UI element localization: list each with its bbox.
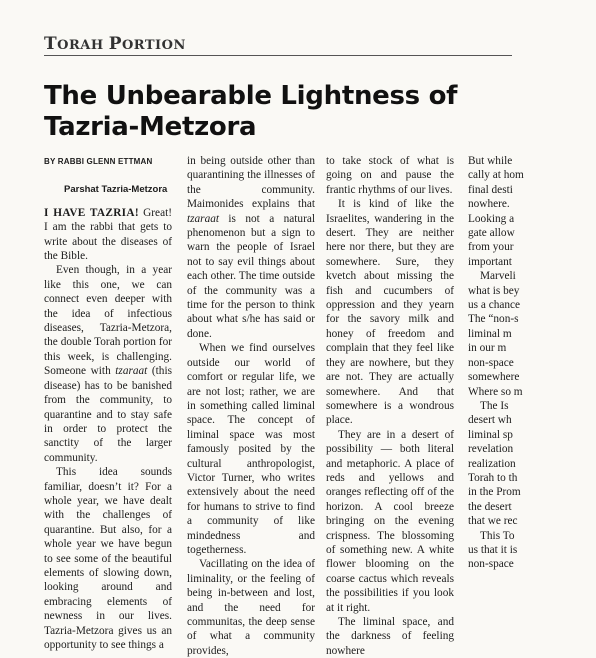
- cropped-text-line: liminal sp: [468, 428, 513, 441]
- paragraph: I HAVE TAZRIA! Great! I am the rabbi that gets to write about the diseases of the Bible.: [44, 206, 172, 263]
- cropped-text-line: The “non-s: [468, 313, 519, 326]
- cropped-text-line: what is bey: [468, 284, 520, 297]
- cropped-text-line: us that it is: [468, 543, 518, 556]
- section-header: TORAH PORTION: [44, 34, 186, 54]
- column-1: [44, 154, 172, 652]
- paragraph: to take stock of what is going on and pause the frantic rhythms of our lives.: [326, 155, 454, 196]
- cropped-text-line: us a chance: [468, 299, 521, 312]
- cropped-text-line: desert wh: [468, 414, 512, 427]
- cropped-text-line: non-space: [468, 356, 514, 369]
- cropped-text-line: non-space: [468, 558, 514, 571]
- headline-line-2: Tazria-Metzora: [44, 112, 257, 142]
- section-rule: [44, 55, 512, 56]
- paragraph: It is kind of like the Israelites, wandering in the desert. They are neither here nor there, but they are somewhere. Sure, they kvetch about missing the fish and cucumbers of oppression and they yearn for the savory milk and honey of freedom and complain that they feel like they are nowhere, but they are not. They are actually somewhere. And that somewhere is a wondrous place.: [326, 198, 454, 427]
- paragraph: When we find ourselves outside our world of comfort or regular life, we are not lost; rather, we are in something called liminal space. The concept of liminal space was most famously posited by the cultural anthropologist, Victor Turner, who writes extensively about the need for humans to strive to find a community of like mindedness and togetherness.: [187, 342, 315, 556]
- cropped-text-line: that we rec: [468, 515, 518, 528]
- cropped-text-line: Looking a: [468, 212, 515, 225]
- cropped-text-line: nowhere.: [468, 198, 510, 211]
- paragraph: Vacillating on the idea of liminality, or the feeling of being in-between and lost, and the need for communitas, the deep sense of what a community provides,: [187, 558, 315, 657]
- headline-line-1: The Unbearable Lightness of: [44, 81, 458, 111]
- column-2: [187, 154, 315, 658]
- cropped-text-line: somewhere: [468, 371, 520, 384]
- article-subhead: Parshat Tazria-Metzora: [64, 184, 168, 196]
- lead-in: I HAVE TAZRIA!: [44, 206, 139, 219]
- byline: BY RABBI GLENN ETTMAN: [44, 157, 153, 166]
- cropped-text-line: liminal m: [468, 327, 512, 340]
- paragraph: They are in a desert of possibility — both literal and metaphoric. A place of reds and yellows and oranges reflecting off of the horizon. A cool breeze bringing on the evening crispness. The blossoming of something new. A white flower blooming on the coarse cactus which reveals the possibilities if you look at it right.: [326, 428, 454, 614]
- cropped-text-line: realization: [468, 457, 516, 470]
- cropped-text-line: This To: [480, 529, 515, 542]
- cropped-text-line: important: [468, 255, 512, 268]
- cropped-text-line: in the Prom: [468, 486, 521, 499]
- cropped-text-line: Torah to th: [468, 471, 518, 484]
- cropped-text-line: final desti: [468, 183, 513, 196]
- cropped-text-line: from your: [468, 241, 514, 254]
- paragraph: This idea sounds familiar, doesn’t it? For a whole year, we have dealt with the challenges of quarantine. But also, for a whole year we have begun to see some of the beautiful elements of slowing down, looking around and embracing elements of newness in our lives. Tazria-Metzora gives us an opportunity to see things a: [44, 466, 172, 651]
- cropped-text-line: revelation: [468, 443, 514, 456]
- cropped-text-line: gate allow: [468, 227, 515, 240]
- cropped-text-line: The Is: [480, 399, 509, 412]
- cropped-text-line: the desert: [468, 500, 512, 513]
- column-3: [326, 154, 454, 658]
- cropped-text-line: Where so m: [468, 385, 523, 398]
- cropped-text-line: in our m: [468, 342, 507, 355]
- article-headline: [44, 81, 514, 143]
- paragraph: Even though, in a year like this one, we can connect even deeper with the idea of infectious diseases, Tazria-Metzora, the double Torah portion for this week, is challenging. Someone with tzaraat (this disease) has to be banished from the community, to quarantine and to stay safe in order to protect the sanctity of the larger community.: [44, 264, 172, 464]
- paragraph: The liminal space, and the darkness of feeling nowhere: [326, 616, 454, 657]
- cropped-text-line: But while: [468, 155, 513, 167]
- column-4-cropped: [468, 154, 596, 572]
- cropped-text-line: cally at hom: [468, 169, 524, 182]
- cropped-text-line: Marveli: [480, 270, 516, 283]
- paragraph: in being outside other than quarantining the illnesses of the community. Maimonides explains that tzaraat is not a natural phenomenon but a sign to warn the people of Israel not to say evil things about each other. The time outside of the community was a time for the person to think about what s/he has said or done.: [187, 155, 315, 340]
